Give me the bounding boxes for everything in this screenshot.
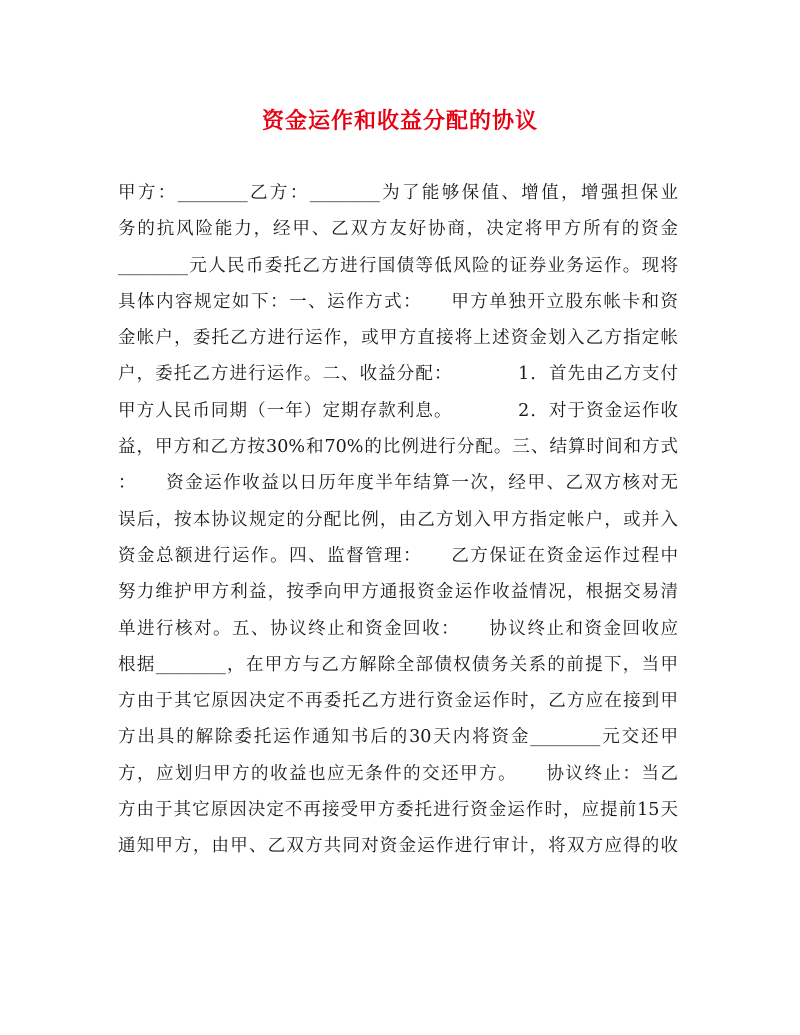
body-line: 误后，按本协议规定的分配比例，由乙方划入甲方指定帐户，或并入 [118, 509, 678, 530]
body-line: 方出具的解除委托运作通知书后的30天内将资金________元交还甲 [118, 727, 678, 748]
document-body [118, 175, 678, 865]
body-line: 务的抗风险能力，经甲、乙双方友好协商，决定将甲方所有的资金 [118, 219, 678, 240]
body-line: 方，应划归甲方的收益也应无条件的交还甲方。 协议终止：当乙 [118, 763, 678, 784]
body-line: 具体内容规定如下：一、运作方式： 甲方单独开立股东帐卡和资 [118, 291, 678, 312]
body-line: 努力维护甲方利益，按季向甲方通报资金运作收益情况，根据交易清 [118, 582, 678, 603]
body-line: 资金总额进行运作。四、监督管理： 乙方保证在资金运作过程中 [118, 545, 678, 566]
body-line: 益，甲方和乙方按30%和70%的比例进行分配。三、结算时间和方式 [118, 437, 678, 458]
body-line: 单进行核对。五、协议终止和资金回收： 协议终止和资金回收应 [118, 618, 678, 639]
body-line: 金帐户，委托乙方进行运作，或甲方直接将上述资金划入乙方指定帐 [118, 328, 678, 349]
body-line: 根据________，在甲方与乙方解除全部债权债务关系的前提下，当甲 [118, 654, 678, 675]
body-line: 甲方人民币同期（一年）定期存款利息。 2．对于资金运作收 [118, 400, 678, 421]
body-line: 户，委托乙方进行运作。二、收益分配： 1．首先由乙方支付 [118, 364, 678, 385]
document-title: 资金运作和收益分配的协议 [261, 108, 538, 134]
body-line: 甲方：________乙方：________为了能够保值、增值，增强担保业 [118, 183, 678, 203]
body-line: ________元人民币委托乙方进行国债等低风险的证券业务运作。现将 [118, 255, 678, 276]
body-line: 方由于其它原因决定不再接受甲方委托进行资金运作时，应提前15天 [118, 800, 678, 821]
body-line: ： 资金运作收益以日历年度半年结算一次，经甲、乙双方核对无 [118, 473, 678, 494]
body-line: 通知甲方，由甲、乙双方共同对资金运作进行审计，将双方应得的收 [118, 836, 678, 857]
body-line: 方由于其它原因决定不再委托乙方进行资金运作时，乙方应在接到甲 [118, 691, 678, 712]
